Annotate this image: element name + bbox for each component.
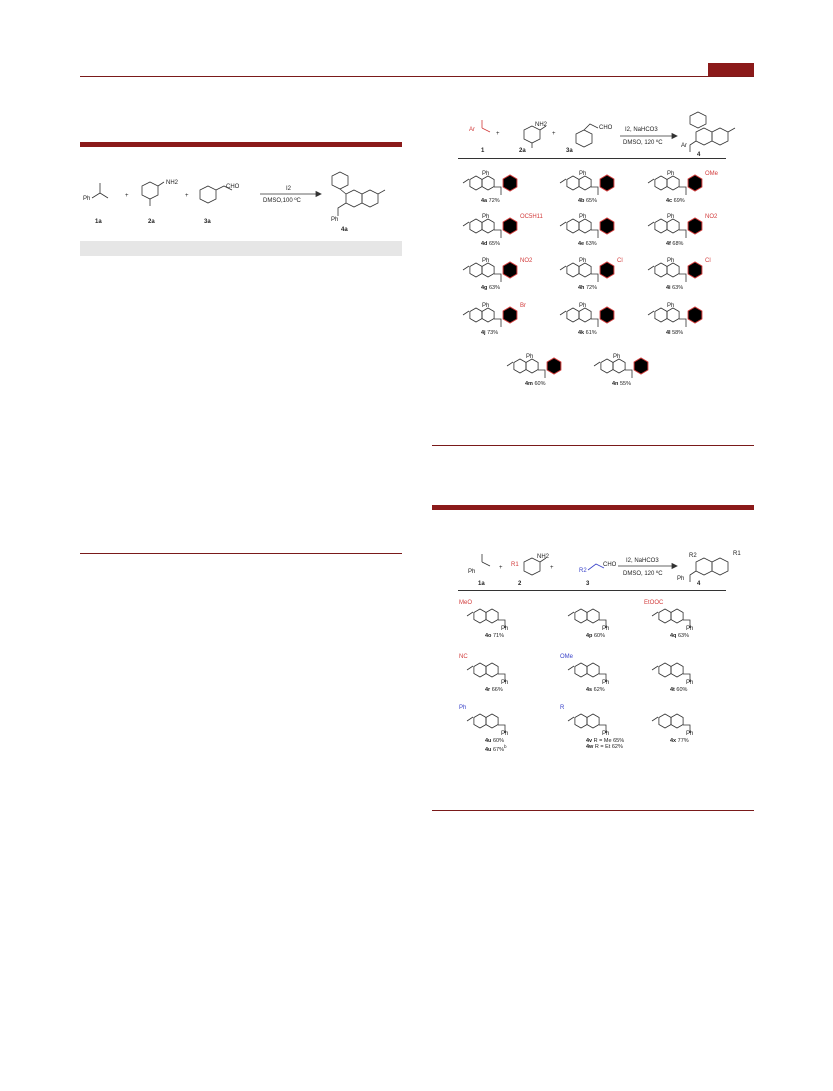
table1-ph-4i: Ph — [667, 258, 675, 264]
table2-caption-4x: 4x 77% — [670, 738, 689, 744]
table1-ph-4k: Ph — [579, 303, 587, 309]
table2-header-divider — [458, 590, 726, 591]
table2-header-cond-top: I2, NaHCO3 — [626, 558, 659, 564]
table2-header-nh2: NH2 — [537, 554, 550, 560]
scheme1-ph-2: Ph — [331, 217, 339, 223]
header-rule — [80, 76, 754, 77]
table1-header-ar: Ar — [469, 127, 475, 133]
table2-top-rule — [432, 505, 754, 510]
table2-header-label-1a: 1a — [478, 581, 485, 587]
table2-caption-4u: 4u 60% — [485, 738, 504, 744]
table2-header-p-ph: Ph — [677, 576, 685, 582]
table2-sub-4u: Ph — [459, 705, 467, 711]
table1-bottom-rule — [432, 445, 754, 446]
table1-header-cond-top: I2, NaHCO3 — [625, 127, 658, 133]
table2-header-plus-2: + — [550, 565, 554, 571]
scheme1-ph-1: Ph — [83, 196, 91, 202]
table2-header-p-r1: R1 — [733, 551, 741, 557]
table1-header-plus-2: + — [552, 131, 556, 137]
table1-caption-4n: 4n 55% — [612, 381, 631, 387]
table1-caption-4l: 4l 58% — [666, 330, 684, 336]
table1-ph-4n: Ph — [613, 354, 621, 360]
table2-ph-4p: Ph — [602, 626, 610, 632]
table2-sub-4q: EtOOC — [644, 600, 664, 606]
table1-sub-4j: Br — [520, 303, 526, 309]
table1-ph-4f: Ph — [667, 214, 675, 220]
table1-ph-4e: Ph — [579, 214, 587, 220]
table1-ph-4a: Ph — [482, 171, 490, 177]
table2-header-label-4: 4 — [697, 581, 701, 587]
table1-ph-4h: Ph — [579, 258, 587, 264]
table1-caption-4b: 4b 65% — [578, 198, 597, 204]
table1-caption-4f: 4f 68% — [666, 241, 684, 247]
left-bottom-rule — [80, 553, 402, 554]
scheme1-cho: CHO — [226, 184, 240, 190]
table1-caption-4g: 4g 63% — [481, 285, 500, 291]
table1-ph-4l: Ph — [667, 303, 675, 309]
table2-sub-4s: OMe — [560, 654, 574, 660]
table2-ph-4v: Ph — [602, 731, 610, 737]
scheme1-label-3a: 3a — [204, 219, 211, 225]
table1-sub-4h: Cl — [617, 258, 623, 264]
table2-caption-4q: 4q 63% — [670, 633, 689, 639]
table1-ph-4b: Ph — [579, 171, 587, 177]
table1-header-structures — [440, 110, 770, 160]
table1-header-plus-1: + — [496, 131, 500, 137]
scheme1-plus-1: + — [125, 193, 129, 199]
table1-caption-4k: 4k 61% — [578, 330, 597, 336]
table1-ph-4d: Ph — [482, 214, 490, 220]
table2-header-r1: R1 — [511, 562, 519, 568]
table2-caption-4w: 4w R = Et 62% — [586, 744, 623, 750]
table1-ph-4g: Ph — [482, 258, 490, 264]
table1-caption-4e: 4e 63% — [578, 241, 597, 247]
table1-caption-4h: 4h 72% — [578, 285, 597, 291]
table1-header-label-3a: 3a — [566, 148, 573, 154]
scheme1-label-2a: 2a — [148, 219, 155, 225]
table2-header-label-3: 3 — [586, 581, 590, 587]
table1-caption-4i: 4i 63% — [666, 285, 684, 291]
table2-ph-4u: Ph — [501, 731, 509, 737]
scheme1-plus-2: + — [185, 193, 189, 199]
table2-header-r2: R2 — [579, 568, 587, 574]
table2-header-ph: Ph — [468, 569, 476, 575]
table1-caption-4a: 4a 72% — [481, 198, 500, 204]
table2-caption-4v: 4v R = Me 65% — [586, 738, 625, 744]
table1-ph-4j: Ph — [482, 303, 490, 309]
table1-ph-4m: Ph — [526, 354, 534, 360]
table2-caption-4r: 4r 66% — [485, 687, 503, 693]
scheme1-structures — [80, 168, 410, 238]
table2-caption-4u-extra: 4u 67%$^b$ — [485, 744, 507, 753]
table1-sub-4d: OC5H11 — [520, 214, 543, 220]
scheme1-conditions-top: I2 — [286, 186, 292, 192]
scheme1-label-4a: 4a — [341, 227, 348, 233]
scheme1-caption-bar — [80, 241, 402, 256]
table1-header-ar-product: Ar — [681, 143, 687, 149]
table2-ph-4t: Ph — [686, 680, 694, 686]
table1-sub-4g: NO2 — [520, 258, 533, 264]
scheme1-nh2: NH2 — [166, 180, 179, 186]
table2-caption-4t: 4t 60% — [670, 687, 688, 693]
table1-caption-4d: 4d 65% — [481, 241, 500, 247]
table2-header-p-r2: R2 — [689, 553, 697, 559]
table1-header-label-4: 4 — [697, 152, 701, 158]
table2-ph-4s: Ph — [602, 680, 610, 686]
table1-structure-4h — [558, 252, 638, 288]
table1-header-label-1: 1 — [481, 148, 485, 154]
table1-structure-4n — [592, 348, 672, 384]
table1-structure-4a — [461, 165, 541, 201]
table2-ph-4o: Ph — [501, 626, 509, 632]
table2-caption-4o: 4o 71% — [485, 633, 504, 639]
table2-caption-4p: 4p 60% — [586, 633, 605, 639]
table2-ph-4r: Ph — [501, 680, 509, 686]
page-number-tab — [708, 63, 754, 76]
table1-caption-4j: 4j 73% — [481, 330, 499, 336]
table1-header-cond-bottom: DMSO, 120 ºC — [623, 140, 663, 146]
table2-ph-4x: Ph — [686, 731, 694, 737]
table1-structure-4b — [558, 165, 638, 201]
table2-sub-4v: R — [560, 705, 565, 711]
table1-structure-4i — [646, 252, 726, 288]
table2-ph-4q: Ph — [686, 626, 694, 632]
table2-header-label-2: 2 — [518, 581, 522, 587]
table1-structure-4j — [461, 297, 541, 333]
table1-structure-4e — [558, 208, 638, 244]
table1-structure-4m — [505, 348, 585, 384]
table2-header-cond-bottom: DMSO, 120 ºC — [623, 571, 663, 577]
table1-header-label-2a: 2a — [519, 148, 526, 154]
table1-sub-4c: OMe — [705, 171, 719, 177]
table2-sub-4o: MeO — [459, 600, 473, 606]
table1-caption-4m: 4m 60% — [525, 381, 546, 387]
scheme1-top-rule — [80, 142, 402, 147]
table1-caption-4c: 4c 69% — [666, 198, 685, 204]
table1-structure-4k — [558, 297, 638, 333]
table2-sub-4r: NC — [459, 654, 468, 660]
scheme1-label-1a: 1a — [95, 219, 102, 225]
table1-structure-4l — [646, 297, 726, 333]
table1-header-cho: CHO — [599, 125, 613, 131]
table2-header-cho: CHO — [603, 562, 617, 568]
table1-ph-4c: Ph — [667, 171, 675, 177]
scheme1-conditions-bottom: DMSO,100 ºC — [263, 198, 301, 204]
table2-caption-4s: 4s 62% — [586, 687, 605, 693]
table1-header-nh2: NH2 — [535, 122, 548, 128]
table1-sub-4i: Cl — [705, 258, 711, 264]
table1-sub-4f: NO2 — [705, 214, 718, 220]
table2-bottom-rule — [432, 810, 754, 811]
table2-header-plus-1: + — [499, 565, 503, 571]
table1-header-divider — [458, 158, 726, 159]
